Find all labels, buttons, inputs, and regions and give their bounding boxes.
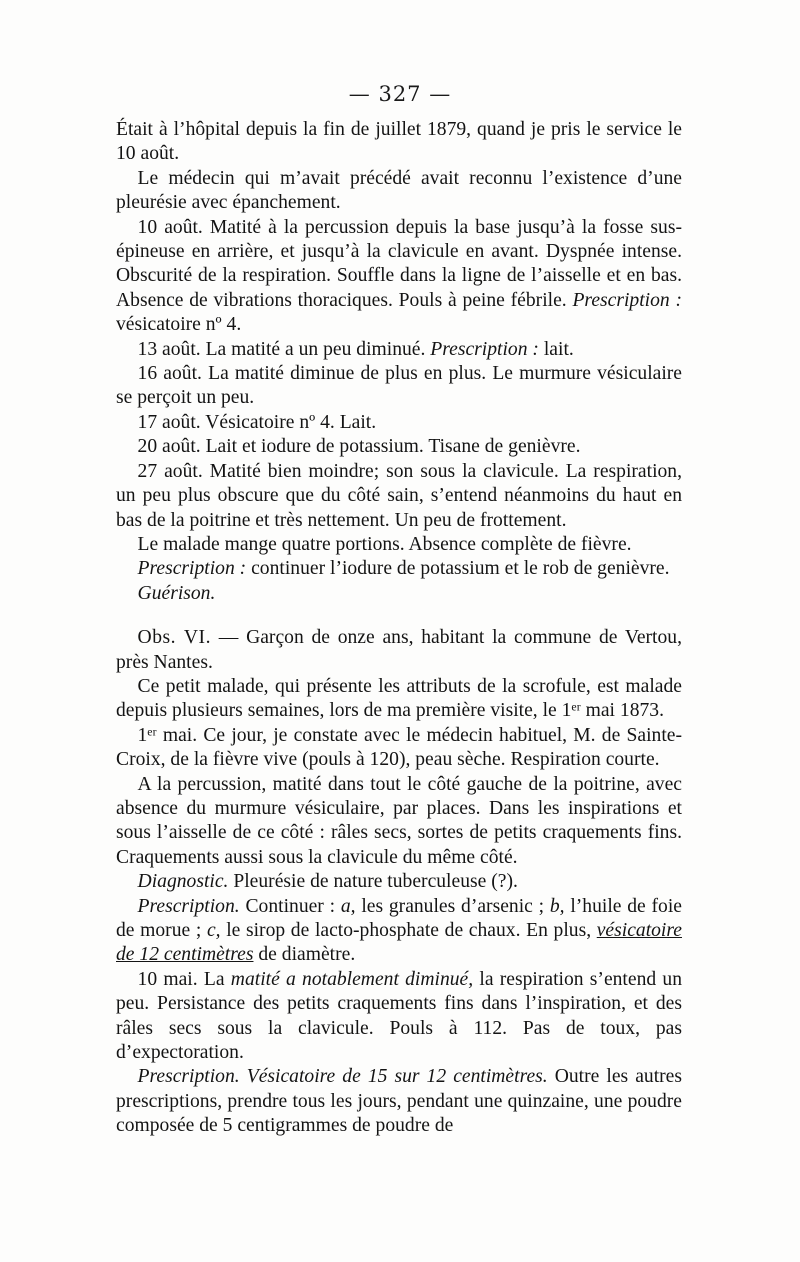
diagnostic-label: Diagnostic. [137,871,229,893]
paragraph [116,118,682,167]
prescription-emphasis: Prescription. Vésicatoire de 15 sur 12 centimètres. [137,1066,548,1088]
paragraph-text: 27 août. Matité bien moindre; son sous la clavicule. La respiration, un peu plus obscure que du côté sain, s’entend néanmoins du haut en bas de la poitrine et très nettement. Un peu de frottement. [116,460,682,531]
paragraph-text: 10 mai. La [137,968,231,990]
list-marker: b, [549,895,565,917]
paragraph-text: continuer l’iodure de potassium et le rob de genièvre. [251,558,670,580]
paragraph [116,968,682,1066]
paragraph [116,338,682,362]
observation-heading: Obs. VI. [137,627,211,649]
paragraph-text: 17 août. Vésicatoire nº 4. Lait. [137,411,377,433]
body-text [116,118,682,1139]
paragraph-text: Outre les autres prescriptions, prendre tous les jours, pendant une quinzaine, une poudre composée de 5 centigrammes de poudre de [116,1066,682,1137]
paragraph-text: 16 août. La matité diminue de plus en plus. Le murmure vésiculaire se perçoit un peu. [116,363,682,409]
paragraph-text: Le malade mange quatre portions. Absence complète de fièvre. [137,533,632,555]
prescription-text: vésicatoire nº 4. [116,314,242,336]
paragraph-text: 10 août. Matité à la percussion depuis la base jusqu’à la fosse sus-épineuse en arrière, et jusqu’à la clavicule en avant. Dyspnée intense. Obscurité de la respiration. Souffle dans la ligne de l’aisselle et en bas. Absence de vibrations thoraciques. Pouls à peine fébrile. [116,216,682,311]
paragraph [116,870,682,894]
paragraph [116,216,682,338]
paragraph [116,557,682,581]
emphasis-text: matité a notablement diminué, [230,968,474,990]
prescription-label: Prescription : [430,338,539,360]
prescription-text: les granules d’arsenic ; [355,895,550,917]
paragraph [116,724,682,773]
prescription-text: lait. [543,338,574,360]
prescription-label: Prescription. [137,895,240,917]
paragraph-text: Le médecin qui m’avait précédé avait reconnu l’existence d’une pleurésie avec épanchement. [116,167,682,214]
paragraph-text: Était à l’hôpital depuis la fin de juillet 1879, quand je pris le service le 10 août. [116,119,682,165]
prescription-text: le sirop de lacto-phosphate de chaux. En plus, [220,920,597,941]
outcome-text: Guérison. [137,582,216,604]
paragraph [116,533,682,557]
observation-intro: — Garçon de onze ans, habitant la commune de Vertou, près Nantes. [116,627,682,673]
prescription-text: l’huile de foie de morue ; [116,895,682,941]
page-number: — 327 — [348,82,452,106]
prescription-emphasis: vésicatoire de 12 centimètres [116,920,682,966]
observation-heading-paragraph [116,626,682,675]
paragraph-text: Ce petit malade, qui présente les attributs de la scrofule, est malade depuis plusieurs semaines, lors de ma première visite, le 1ᵉʳ mai 1873. [116,675,682,722]
paragraph-text: A la percussion, matité dans tout le côté gauche de la poitrine, avec absence du murmure vésiculaire, par places. Dans les inspirations et sous l’aisselle de ce côté : râles secs, sortes de petits craquements fins. Craquements aussi sous la clavicule du même côté. [116,773,682,868]
paragraph [116,675,682,724]
diagnostic-text: Pleurésie de nature tuberculeuse (?). [233,871,518,893]
paragraph-text: la respiration s’entend un peu. Persistance des petits craquements fins dans l’inspiration, et des râles secs sous la clavicule. Pouls à 112. Pas de toux, pas d’expectoration. [116,968,682,1064]
prescription-text: Continuer : [245,895,341,917]
paragraph [116,362,682,411]
paragraph [116,167,682,216]
prescription-label: Prescription : [137,558,247,580]
paragraph [116,1065,682,1138]
paragraph [116,895,682,968]
paragraph [116,582,682,606]
prescription-label: Prescription : [572,289,682,311]
paragraph-text: 20 août. Lait et iodure de potassium. Tisane de genièvre. [137,436,581,458]
paragraph-text: 13 août. La matité a un peu diminué. [137,338,426,360]
list-marker: a, [340,895,356,917]
list-marker: c, [206,920,221,941]
paragraph [116,460,682,533]
prescription-text: de diamètre. [253,944,356,966]
paragraph [116,411,682,435]
paragraph [116,435,682,459]
paragraph [116,773,682,871]
paragraph-text: 1ᵉʳ mai. Ce jour, je constate avec le médecin habituel, M. de Sainte-Croix, de la fièvre vive (pouls à 120), peau sèche. Respiration courte. [116,724,682,771]
